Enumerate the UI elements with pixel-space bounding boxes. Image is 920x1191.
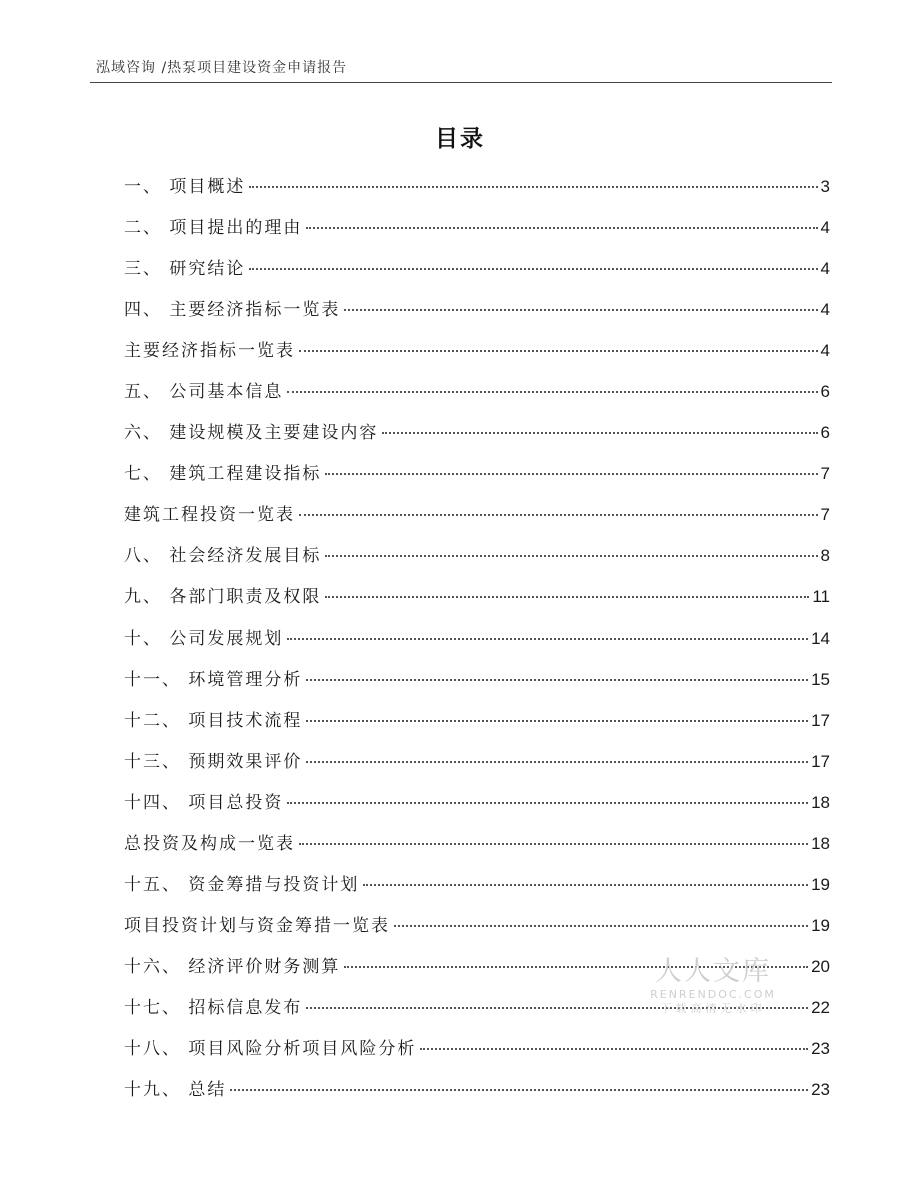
dot-leader bbox=[363, 884, 808, 886]
toc-entry-page: 18 bbox=[811, 792, 830, 812]
toc-entry-page: 23 bbox=[811, 1038, 830, 1058]
dot-leader bbox=[287, 802, 808, 804]
dot-leader bbox=[299, 350, 818, 352]
toc-entry-page: 17 bbox=[811, 710, 830, 730]
dot-leader bbox=[420, 1048, 808, 1050]
dot-leader bbox=[230, 1089, 808, 1091]
toc-title: 目录 bbox=[435, 126, 485, 152]
toc-entry-label: 十、 公司发展规划 bbox=[124, 628, 284, 649]
dot-leader bbox=[287, 638, 808, 640]
toc-entry-label: 主要经济指标一览表 bbox=[124, 341, 295, 362]
toc-entry[interactable] bbox=[124, 213, 830, 254]
dot-leader bbox=[382, 432, 817, 434]
watermark-logo bbox=[648, 956, 778, 1016]
toc-entry-page: 14 bbox=[811, 628, 830, 648]
toc-entry[interactable] bbox=[124, 747, 830, 788]
dot-leader bbox=[325, 596, 809, 598]
toc-entry-page: 23 bbox=[811, 1080, 830, 1100]
dot-leader bbox=[306, 720, 808, 722]
toc-entry[interactable] bbox=[124, 172, 830, 213]
toc-entry-label: 十七、 招标信息发布 bbox=[124, 997, 303, 1018]
dot-leader bbox=[306, 227, 817, 229]
toc-entry-page: 19 bbox=[811, 915, 830, 935]
running-header: 泓域咨询 /热泵项目建设资金申请报告 bbox=[96, 60, 348, 76]
dot-leader bbox=[299, 514, 818, 516]
toc-entry-label: 一、 项目概述 bbox=[124, 177, 246, 197]
toc-entry[interactable] bbox=[124, 254, 830, 295]
toc-entry-page: 8 bbox=[820, 546, 830, 566]
watermark-title: 人人文库 bbox=[655, 956, 771, 987]
toc-entry-label: 七、 建筑工程建设指标 bbox=[124, 464, 322, 485]
toc-entry-page: 4 bbox=[820, 218, 830, 238]
dot-leader bbox=[325, 555, 817, 557]
toc-entry-label: 建筑工程投资一览表 bbox=[124, 505, 295, 526]
toc-entry-label: 六、 建设规模及主要建设内容 bbox=[124, 423, 379, 444]
watermark-domain: RENRENDOC.COM bbox=[650, 988, 776, 1001]
toc-entry[interactable] bbox=[124, 788, 830, 829]
toc-entry-page: 22 bbox=[811, 997, 830, 1017]
toc-entry-label: 八、 社会经济发展目标 bbox=[124, 546, 322, 567]
toc-entry-label: 九、 各部门职责及权限 bbox=[124, 587, 322, 608]
toc-entry-label: 五、 公司基本信息 bbox=[124, 382, 284, 403]
toc-entry-page: 18 bbox=[811, 833, 830, 853]
dot-leader bbox=[306, 761, 808, 763]
toc-entry-page: 4 bbox=[820, 259, 830, 279]
toc-entry[interactable] bbox=[124, 1075, 830, 1116]
toc-entry[interactable] bbox=[124, 336, 830, 377]
toc-entry-page: 17 bbox=[811, 751, 830, 771]
toc-entry[interactable] bbox=[124, 1034, 830, 1075]
toc-entry-page: 4 bbox=[820, 341, 830, 361]
toc-entry-label: 项目投资计划与资金筹措一览表 bbox=[124, 915, 390, 936]
toc-entry[interactable] bbox=[124, 582, 830, 623]
toc-entry-label: 十一、 环境管理分析 bbox=[124, 669, 303, 690]
toc-entry-label: 十四、 项目总投资 bbox=[124, 792, 284, 813]
toc-entry-page: 4 bbox=[820, 300, 830, 320]
toc-entry-label: 四、 主要经济指标一览表 bbox=[124, 300, 341, 321]
dot-leader bbox=[287, 391, 817, 393]
toc-entry[interactable] bbox=[124, 500, 830, 541]
dot-leader bbox=[249, 268, 817, 270]
toc-entry-label: 十二、 项目技术流程 bbox=[124, 710, 303, 731]
toc-entry-label: 十三、 预期效果评价 bbox=[124, 751, 303, 772]
toc-entry[interactable] bbox=[124, 377, 830, 418]
toc-entry[interactable] bbox=[124, 295, 830, 336]
dot-leader bbox=[325, 473, 817, 475]
watermark-slogan: 下载高清无水印 bbox=[660, 1002, 766, 1015]
toc-entry-page: 7 bbox=[820, 505, 830, 525]
toc-entry-label: 总投资及构成一览表 bbox=[124, 833, 295, 854]
toc-entry[interactable] bbox=[124, 829, 830, 870]
toc-entry-label: 十六、 经济评价财务测算 bbox=[124, 956, 341, 977]
toc-entry-page: 19 bbox=[811, 874, 830, 894]
toc-entry-label: 三、 研究结论 bbox=[124, 259, 246, 280]
toc-entry[interactable] bbox=[124, 459, 830, 500]
dot-leader bbox=[344, 309, 817, 311]
dot-leader bbox=[394, 925, 808, 927]
toc-entry-label: 十八、 项目风险分析项目风险分析 bbox=[124, 1038, 417, 1059]
toc-entry-label: 十五、 资金筹措与投资计划 bbox=[124, 874, 360, 895]
toc-entry-page: 20 bbox=[811, 956, 830, 976]
toc-entry[interactable] bbox=[124, 706, 830, 747]
toc-entry[interactable] bbox=[124, 665, 830, 706]
toc-entry-page: 3 bbox=[820, 177, 830, 196]
toc-entry-page: 11 bbox=[812, 587, 830, 607]
toc-entry[interactable] bbox=[124, 418, 830, 459]
header-divider bbox=[90, 82, 832, 83]
toc-entry[interactable] bbox=[124, 911, 830, 952]
toc-entry[interactable] bbox=[124, 541, 830, 582]
toc-entry-page: 15 bbox=[811, 669, 830, 689]
toc-entry-page: 6 bbox=[820, 382, 830, 402]
toc-entry[interactable] bbox=[124, 870, 830, 911]
dot-leader bbox=[306, 679, 808, 681]
toc-entry-page: 6 bbox=[820, 423, 830, 443]
toc-entry[interactable] bbox=[124, 624, 830, 665]
dot-leader bbox=[249, 186, 817, 188]
toc-entry-label: 十九、 总结 bbox=[124, 1080, 227, 1101]
toc-entry-page: 7 bbox=[820, 464, 830, 484]
dot-leader bbox=[299, 843, 808, 845]
toc-entry-label: 二、 项目提出的理由 bbox=[124, 218, 303, 239]
